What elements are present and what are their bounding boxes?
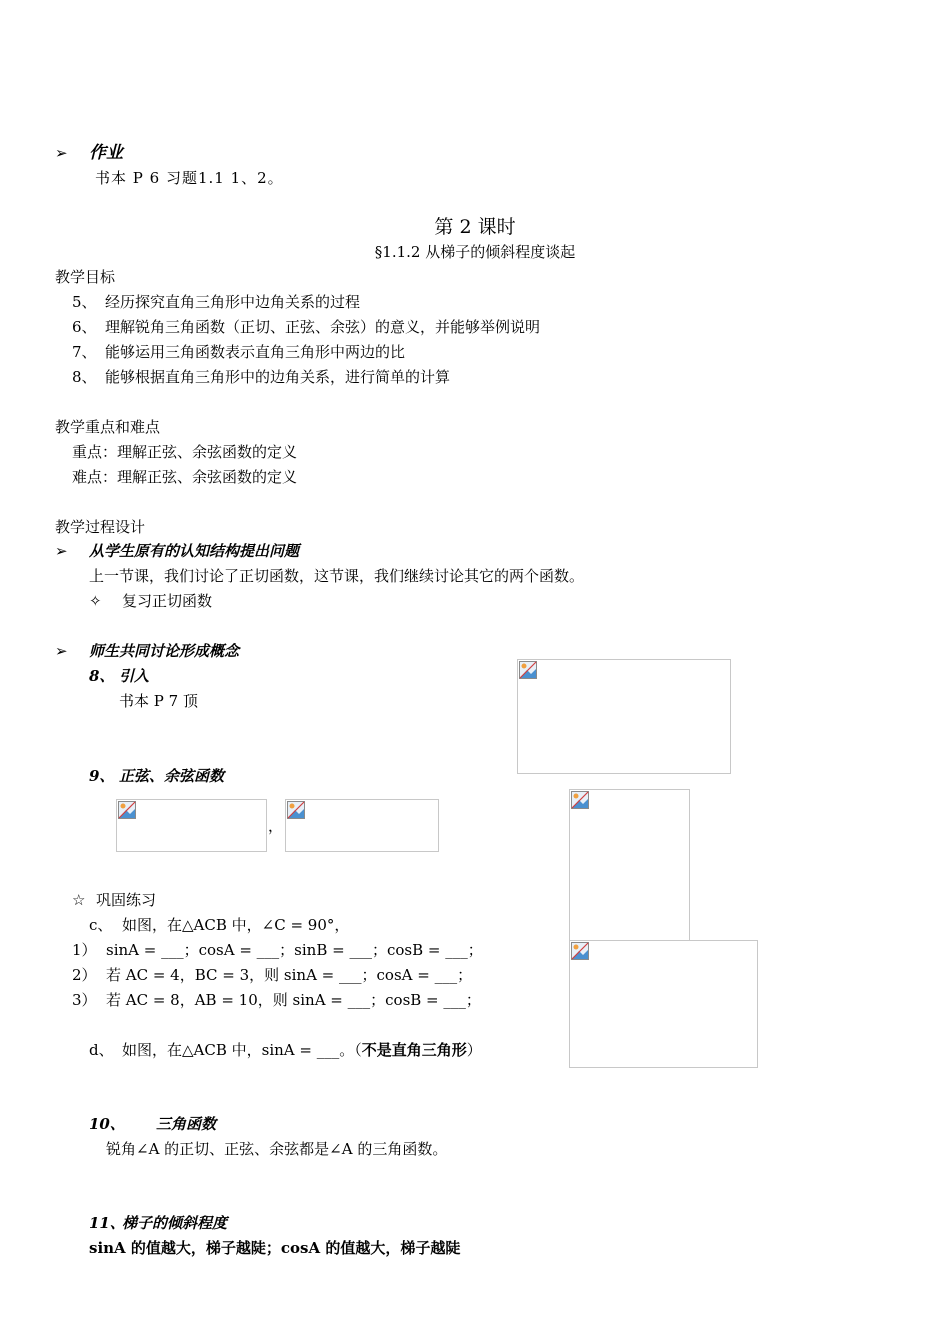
- question-2: 若 AC = 4，BC = 3，则 sinA = ___；cosA = ___；: [106, 966, 473, 984]
- broken-image-icon: [519, 661, 537, 679]
- item11-num: 11、: [89, 1214, 125, 1232]
- broken-image-icon: [571, 942, 589, 960]
- goal-num: 8、: [72, 368, 97, 386]
- practice-c-label: c、: [89, 916, 113, 934]
- process-heading: 教学过程设计: [55, 518, 146, 536]
- not-right-triangle-note: 不是直角三角形: [361, 1041, 467, 1059]
- item8-title: 引入: [119, 667, 150, 685]
- question-num: 3）: [72, 991, 97, 1009]
- key-point: 重点：理解正弦、余弦函数的定义: [72, 443, 298, 461]
- cosine-formula-image: [285, 799, 439, 852]
- lesson-title: 第 2 课时: [434, 216, 516, 238]
- arrow-bullet-icon: ➢: [55, 542, 68, 560]
- homework-title: 作业: [89, 143, 123, 163]
- broken-image-icon: [571, 791, 589, 809]
- diamond-bullet-icon: ✧: [89, 592, 102, 610]
- item11-text: sinA 的值越大，梯子越陡；cosA 的值越大，梯子越陡: [89, 1239, 461, 1257]
- practice-d-label: d、: [89, 1041, 114, 1059]
- item10-num: 10、: [89, 1115, 125, 1133]
- practice-d: [122, 1040, 482, 1060]
- item8-num: 8、: [89, 667, 115, 685]
- difficulty-point: 难点：理解正弦、余弦函数的定义: [72, 468, 298, 486]
- right-triangle-figure: [569, 789, 690, 944]
- goal-num: 7、: [72, 343, 97, 361]
- sine-formula-image: [116, 799, 267, 852]
- star-icon: ☆: [72, 891, 86, 909]
- goals-heading: 教学目标: [55, 268, 116, 286]
- item11-title: 梯子的倾斜程度: [122, 1214, 228, 1232]
- practice-d-end: ）: [466, 1041, 482, 1059]
- section1-text: 上一节课，我们讨论了正切函数，这节课，我们继续讨论其它的两个函数。: [89, 567, 585, 585]
- arrow-bullet-icon: ➢: [55, 642, 68, 660]
- question-3: 若 AC = 8，AB = 10，则 sinA = ___；cosB = ___；: [106, 991, 481, 1009]
- lesson-subtitle: §1.1.2 从梯子的倾斜程度谈起: [374, 243, 576, 261]
- formula-comma: ，: [268, 817, 284, 835]
- arrow-bullet-icon: ➢: [55, 144, 68, 162]
- keypoints-heading: 教学重点和难点: [55, 418, 161, 436]
- homework-content: 书本 P 6 习题1.1 1、2。: [95, 169, 284, 187]
- goal-text: 能够运用三角函数表示直角三角形中两边的比: [105, 343, 406, 361]
- practice-d-text: 如图，在△ACB 中，sinA = ___。（: [122, 1041, 362, 1059]
- triangle-figure: [569, 940, 758, 1068]
- goal-text: 经历探究直角三角形中边角关系的过程: [105, 293, 361, 311]
- question-1: sinA = ___；cosA = ___；sinB = ___；cosB = ___；: [106, 941, 483, 959]
- review-tangent-text: 复习正切函数: [122, 592, 213, 610]
- item10-title: 三角函数: [156, 1115, 217, 1133]
- practice-title: 巩固练习: [96, 891, 157, 909]
- item9-title: 正弦、余弦函数: [119, 767, 225, 785]
- goal-num: 5、: [72, 293, 97, 311]
- section1-title: 从学生原有的认知结构提出问题: [89, 542, 300, 560]
- question-num: 2）: [72, 966, 97, 984]
- item10-text: 锐角∠A 的正切、正弦、余弦都是∠A 的三角函数。: [106, 1140, 448, 1158]
- figure-image: [517, 659, 731, 774]
- item8-text: 书本 P 7 顶: [119, 692, 198, 710]
- goal-text: 能够根据直角三角形中的边角关系，进行简单的计算: [105, 368, 451, 386]
- goal-num: 6、: [72, 318, 97, 336]
- item9-num: 9、: [89, 767, 115, 785]
- broken-image-icon: [118, 801, 136, 819]
- goal-text: 理解锐角三角函数（正切、正弦、余弦）的意义，并能够举例说明: [105, 318, 541, 336]
- section2-title: 师生共同讨论形成概念: [89, 642, 240, 660]
- practice-c-text: 如图，在△ACB 中，∠C = 90°，: [122, 916, 350, 934]
- question-num: 1）: [72, 941, 97, 959]
- broken-image-icon: [287, 801, 305, 819]
